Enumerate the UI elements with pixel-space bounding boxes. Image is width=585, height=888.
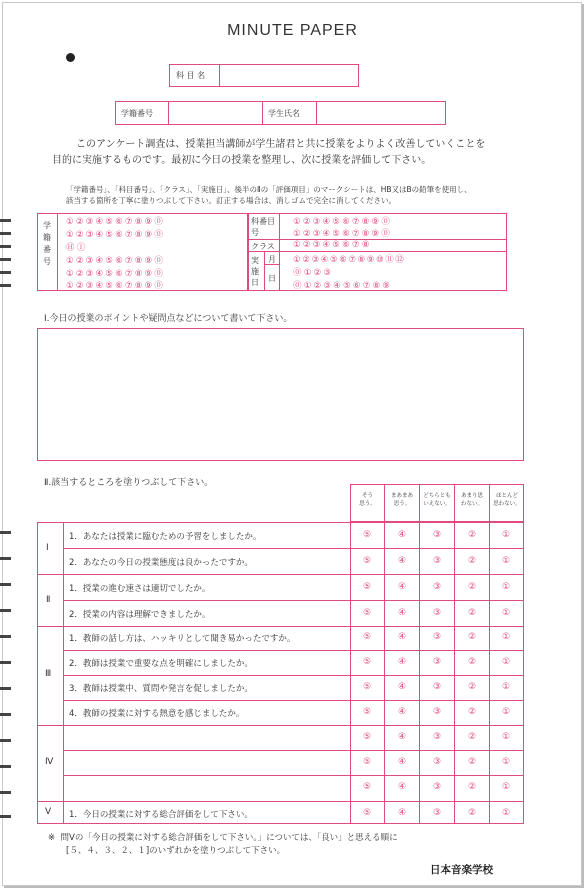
question-text: 2．授業の内容は理解できましたか。 — [69, 610, 211, 620]
note-line: 「学籍番号」、「科目番号」、「クラス」、「実施日」、後半のⅡの「評価項目」のマークシートは、HB又はBの鉛筆を使用し、 — [66, 185, 472, 194]
rating-bubble[interactable]: ① — [502, 682, 511, 692]
rating-bubble[interactable]: ① — [502, 632, 511, 642]
timing-mark — [0, 219, 11, 222]
divider — [37, 626, 524, 627]
rating-bubble[interactable]: ④ — [398, 657, 407, 667]
rating-bubble[interactable]: ③ — [433, 657, 442, 667]
intro-line: このアンケート調査は、授業担当講師が学生諸君と共に授業をよりよく改善していくことを — [76, 139, 486, 150]
rating-bubble[interactable]: ② — [468, 582, 477, 592]
rating-bubble[interactable]: ⑤ — [363, 632, 372, 642]
question-text: 4．教師の授業に対する熱意を感じましたか。 — [69, 709, 245, 719]
rating-bubble[interactable]: ③ — [433, 608, 442, 618]
group-roman-numeral: Ⅴ — [45, 807, 52, 817]
rating-bubble[interactable]: ③ — [433, 707, 442, 717]
rating-bubble[interactable]: ⑤ — [363, 782, 372, 792]
divider — [350, 522, 351, 824]
timing-mark — [0, 284, 11, 287]
divider — [63, 750, 524, 751]
timing-mark — [0, 791, 11, 794]
rating-bubble[interactable]: ③ — [433, 782, 442, 792]
day-row[interactable]: ⓪①②③④⑤⑥⑦⑧⑨ — [293, 281, 393, 291]
divider — [57, 213, 58, 291]
school-name: 日本音楽学校 — [430, 864, 493, 876]
group-roman-numeral: Ⅳ — [45, 757, 54, 767]
rating-bubble[interactable]: ③ — [433, 682, 442, 692]
header-line: あまり思 — [460, 493, 483, 499]
rating-bubble[interactable]: ⑤ — [363, 732, 372, 742]
rating-bubble[interactable]: ④ — [398, 608, 407, 618]
student-number-row[interactable]: ①②③④⑤⑥⑦⑧⑨⓪ — [66, 256, 166, 266]
rating-bubble[interactable]: ① — [502, 782, 511, 792]
month-row[interactable]: ①②③④⑤⑥⑦⑧⑨⑩⑪⑫ — [293, 255, 406, 265]
divider — [248, 239, 507, 240]
question-text: 2．あなたの今日の授業態度は良かったですか。 — [69, 558, 253, 568]
rating-bubble[interactable]: ④ — [398, 582, 407, 592]
group-roman-numeral: Ⅲ — [45, 669, 52, 679]
student-number-row[interactable]: ①②③④⑤⑥⑦⑧⑨⓪ — [66, 281, 166, 291]
timing-mark — [0, 271, 11, 274]
rating-bubble[interactable]: ⑤ — [363, 556, 372, 566]
divider — [63, 600, 524, 601]
timing-mark — [0, 713, 11, 716]
header-line: どちらとも — [423, 493, 451, 499]
rating-bubble[interactable]: ② — [468, 782, 477, 792]
question-text: 3．教師は授業中、質問や発言を促しましたか。 — [69, 684, 253, 694]
footnote-line: [５、４、３、２、１]のいずれかを塗りつぶして下さい。 — [66, 846, 286, 856]
rating-bubble[interactable]: ① — [502, 757, 511, 767]
rating-bubble[interactable]: ④ — [398, 808, 407, 818]
rating-bubble[interactable]: ③ — [433, 757, 442, 767]
header-line: そう — [361, 493, 373, 499]
rating-bubble[interactable]: ① — [502, 808, 511, 818]
rating-bubble[interactable]: ⑤ — [363, 530, 372, 540]
divider — [63, 700, 524, 701]
instruction-note — [66, 184, 526, 206]
divider — [63, 775, 524, 776]
footnote-mark: ※ — [48, 833, 56, 843]
rating-bubble[interactable]: ④ — [398, 530, 407, 540]
subject-number-label: 科番目号 — [251, 217, 275, 237]
footnote — [48, 832, 398, 858]
divider — [264, 251, 265, 291]
footnote-line — [48, 832, 398, 845]
timing-mark — [0, 583, 11, 586]
student-id-label: 学籍番号 — [121, 109, 153, 118]
student-number-row[interactable]: ⒽⒾ — [66, 243, 88, 253]
divider — [248, 251, 507, 252]
rating-bubble[interactable]: ③ — [433, 582, 442, 592]
class-label: クラス — [251, 242, 275, 251]
rating-bubble[interactable]: ① — [502, 657, 511, 667]
question-text: 1．今日の授業に対する総合評価をして下さい。 — [69, 810, 253, 820]
timing-mark — [0, 815, 11, 818]
header-line: 思わない。 — [493, 501, 521, 507]
rating-column-header — [351, 492, 384, 508]
rating-bubble[interactable]: ① — [502, 556, 511, 566]
subject-number-row[interactable]: ①②③④⑤⑥⑦⑧⑨⓪ — [293, 229, 393, 239]
rating-bubble[interactable]: ③ — [433, 808, 442, 818]
timing-mark — [0, 232, 11, 235]
subject-number-row[interactable]: ①②③④⑤⑥⑦⑧⑨⓪ — [293, 217, 393, 227]
divider — [37, 574, 524, 575]
rating-bubble[interactable]: ② — [468, 732, 477, 742]
divider — [489, 522, 490, 824]
rating-bubble[interactable]: ② — [468, 608, 477, 618]
rating-column-header — [455, 492, 489, 508]
rating-bubble[interactable]: ⑤ — [363, 682, 372, 692]
rating-bubble[interactable]: ③ — [433, 632, 442, 642]
divider — [37, 801, 524, 802]
question-text: 2．教師は授業で重要な点を明確にしましたか。 — [69, 659, 253, 669]
divider — [279, 213, 280, 291]
divider — [262, 101, 263, 125]
rating-bubble[interactable]: ② — [468, 556, 477, 566]
rating-bubble[interactable]: ⑤ — [363, 608, 372, 618]
group-roman-numeral: Ⅱ — [46, 595, 51, 605]
rating-bubble[interactable]: ⑤ — [363, 757, 372, 767]
rating-bubble[interactable]: ④ — [398, 757, 407, 767]
student-name-label: 学生氏名 — [268, 109, 300, 118]
rating-bubble[interactable]: ⑤ — [363, 582, 372, 592]
header-line: ほとんど — [495, 493, 518, 499]
timing-mark — [0, 635, 11, 638]
header-line: わない。 — [460, 501, 483, 507]
divider — [63, 548, 524, 549]
timing-mark — [0, 661, 11, 664]
rating-column-header — [385, 492, 419, 508]
header-line: 思う。 — [359, 501, 376, 507]
timing-mark — [0, 245, 11, 248]
date-label: 実施日 — [251, 256, 259, 287]
divider — [37, 725, 524, 726]
divider — [419, 522, 420, 824]
rating-bubble[interactable]: ① — [502, 707, 511, 717]
rating-bubble[interactable]: ⑤ — [363, 707, 372, 717]
rating-bubble[interactable]: ① — [502, 582, 511, 592]
page-title: MINUTE PAPER — [227, 22, 358, 39]
day-label: 日 — [268, 274, 276, 283]
rating-bubble[interactable]: ① — [502, 608, 511, 618]
divider — [219, 64, 220, 87]
timing-mark — [0, 609, 11, 612]
divider — [168, 101, 169, 125]
rating-bubble[interactable]: ② — [468, 808, 477, 818]
rating-bubble[interactable]: ④ — [398, 632, 407, 642]
note-line: 該当する箇所を丁寧に塗りつぶして下さい。訂正する場合は、消しゴムで完全に消してください。 — [66, 196, 396, 205]
subject-name-label: 科 目 名 — [176, 71, 206, 80]
rating-bubble[interactable]: ① — [502, 732, 511, 742]
class-row[interactable]: ①②③④⑤⑥⑦⑧ — [293, 240, 372, 250]
question-text: 1．授業の進む速さは適切でしたか。 — [69, 584, 211, 594]
student-number-row[interactable]: ①②③④⑤⑥⑦⑧⑨⓪ — [66, 217, 166, 227]
header-line: いえない。 — [423, 501, 451, 507]
rating-bubble[interactable]: ③ — [433, 556, 442, 566]
rating-bubble[interactable]: ③ — [433, 530, 442, 540]
rating-bubble[interactable]: ① — [502, 530, 511, 540]
rating-bubble[interactable]: ③ — [433, 732, 442, 742]
rating-bubble[interactable]: ④ — [398, 682, 407, 692]
rating-column-header — [420, 492, 454, 508]
rating-bubble[interactable]: ④ — [398, 556, 407, 566]
timing-mark — [0, 765, 11, 768]
rating-bubble[interactable]: ⑤ — [363, 808, 372, 818]
registration-dot — [66, 53, 75, 62]
footnote-text: 問Ⅴの「今日の授業に対する総合評価をして下さい。」については、「良い」と思える順に — [60, 833, 398, 843]
rating-bubble[interactable]: ② — [468, 632, 477, 642]
month-label: 月 — [268, 255, 276, 264]
group-roman-numeral: Ⅰ — [46, 543, 49, 553]
rating-bubble[interactable]: ② — [468, 530, 477, 540]
section2-title: Ⅱ.該当するところを塗りつぶして下さい。 — [44, 478, 214, 488]
rating-bubble[interactable]: ② — [468, 657, 477, 667]
day-row[interactable]: ⓪①②③ — [293, 268, 334, 278]
question-text: 1．教師の話し方は、ハッキリとして聞き易かったですか。 — [69, 634, 296, 644]
divider — [63, 522, 64, 824]
rating-bubble[interactable]: ⑤ — [363, 657, 372, 667]
timing-mark — [0, 557, 11, 560]
rating-column-header — [490, 492, 524, 508]
rating-bubble[interactable]: ② — [468, 707, 477, 717]
divider — [316, 101, 317, 125]
header-line: 思う。 — [393, 501, 411, 507]
comment-textarea[interactable] — [37, 328, 524, 461]
section1-title: Ⅰ.今日の授業のポイントや疑問点などについて書いて下さい。 — [44, 314, 293, 324]
question-text: 1．あなたは授業に臨むための予習をしましたか。 — [69, 532, 262, 542]
rating-bubble[interactable]: ④ — [398, 732, 407, 742]
intro-line: 目的に実施するものです。最初に今日の授業を整理し、次に授業を評価して下さい。 — [52, 155, 432, 166]
divider — [63, 675, 524, 676]
timing-mark — [0, 687, 11, 690]
divider — [63, 650, 524, 651]
intro-text — [52, 137, 534, 169]
header-line: まあまあ — [390, 493, 413, 499]
rating-bubble[interactable]: ④ — [398, 782, 407, 792]
rating-bubble[interactable]: ④ — [398, 707, 407, 717]
timing-mark — [0, 739, 11, 742]
student-number-row[interactable]: ①②③④⑤⑥⑦⑧⑨⓪ — [66, 230, 166, 240]
divider — [384, 522, 385, 824]
divider — [454, 522, 455, 824]
rating-bubble[interactable]: ② — [468, 682, 477, 692]
timing-mark — [0, 258, 11, 261]
student-number-row[interactable]: ①②③④⑤⑥⑦⑧⑨⓪ — [66, 269, 166, 279]
student-number-label: 学籍番号 — [43, 221, 51, 266]
timing-mark — [0, 531, 11, 534]
rating-bubble[interactable]: ② — [468, 757, 477, 767]
